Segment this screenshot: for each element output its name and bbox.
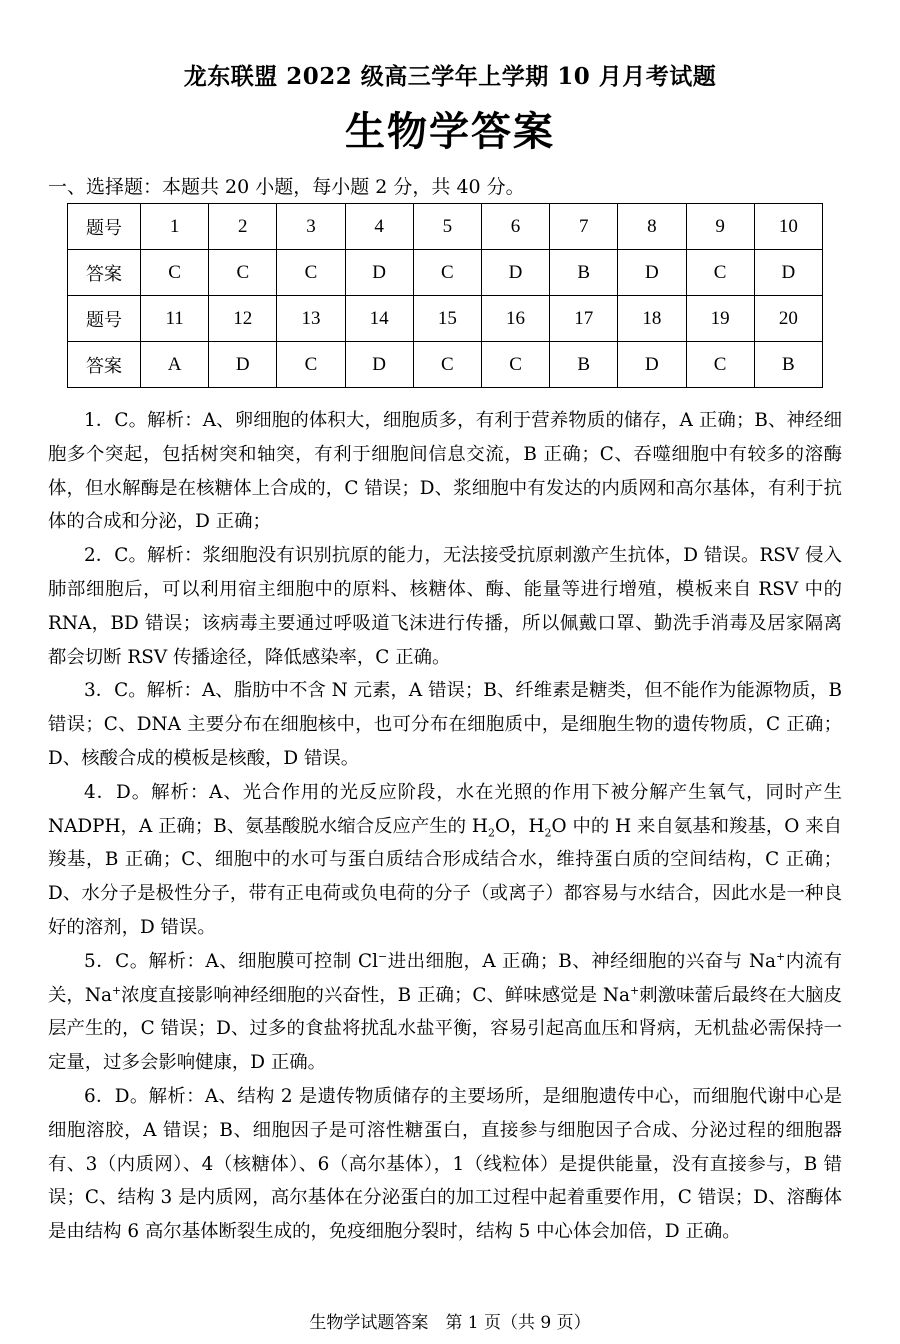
row-label: 答案	[68, 250, 141, 296]
answer-cell: D	[481, 250, 549, 296]
superscript-plus: +	[111, 983, 122, 997]
question-number: 9	[686, 204, 754, 250]
superscript-plus: +	[776, 949, 786, 963]
row-label: 题号	[68, 204, 141, 250]
answer-cell: D	[345, 342, 413, 388]
answer-cell: C	[277, 342, 345, 388]
question-number: 13	[277, 296, 345, 342]
question-number: 3	[277, 204, 345, 250]
superscript-plus: +	[630, 983, 640, 997]
question-number: 5	[413, 204, 481, 250]
q5-part-b: 进出细胞，A 正确；B、神经细胞的兴奋与 Na	[387, 950, 777, 972]
answer-cell: B	[550, 342, 618, 388]
row-label: 题号	[68, 296, 141, 342]
superscript-minus: −	[378, 949, 388, 963]
answer-cell: B	[550, 250, 618, 296]
answer-cell: C	[141, 250, 209, 296]
answer-cell: D	[618, 342, 686, 388]
question-number: 4	[345, 204, 413, 250]
q5-part-a: 5．C。解析：A、细胞膜可控制 Cl	[84, 950, 379, 972]
question-number: 7	[550, 204, 618, 250]
q5-part-c: 内流有关，Na	[48, 950, 842, 1006]
question-number: 6	[481, 204, 549, 250]
q4-part-c: O 中的 H 来自氨基和羧基，O 来自羧基，B 正确；C、细胞中的水可与蛋白质结合形成结合水，维持蛋白质的空间结构，C 正确；D、水分子是极性分子，带有正电荷或负电荷的分子（或离子）都容易与水结合，因此水是一种良好的溶剂，D 错误。	[48, 815, 843, 938]
explanation-q6: 6．D。解析：A、结构 2 是遗传物质储存的主要场所，是细胞遗传中心，而细胞代谢中心是细胞溶胶，A 错误；B、细胞因子是可溶性糖蛋白，直接参与细胞因子合成、分泌过程的细胞器有、3（内质网）、4（核糖体）、6（高尔基体），1（线粒体）是提供能量，没有直接参与，B 错误；C、结构 3 是内质网，高尔基体在分泌蛋白的加工过程中起着重要作用，C 错误；D、溶酶体是由结构 6 高尔基体断裂生成的，免疫细胞分裂时，结构 5 中心体会加倍，D 正确。	[48, 1085, 842, 1243]
question-number: 15	[413, 296, 481, 342]
question-number: 8	[618, 204, 686, 250]
q4-part-a: 4．D。解析：A、光合作用的光反应阶段，水在光照的作用下被分解产生氧气，同时产生 NADPH，A 正确；B、氨基酸脱水缩合反应产生的 H	[48, 781, 842, 837]
question-number: 14	[345, 296, 413, 342]
table-row-answers-1	[68, 250, 823, 296]
question-number: 18	[618, 296, 686, 342]
q5-part-d: 浓度直接影响神经细胞的兴奋性，B 正确；C、鲜味感觉是 Na	[121, 984, 630, 1006]
section-heading: 一、选择题：本题共 20 小题，每小题 2 分，共 40 分。	[48, 176, 525, 198]
explanation-q2: 2．C。解析：浆细胞没有识别抗原的能力，无法接受抗原刺激产生抗体，D 错误。RSV 侵入肺部细胞后，可以利用宿主细胞中的原料、核糖体、酶、能量等进行增殖，模板来自 RSV 中的 RNA，BD 错误；该病毒主要通过呼吸道飞沫进行传播，所以佩戴口罩、勤洗手消毒及居家隔离都会切断 RSV 传播途径，降低感染率，C 正确。	[48, 545, 842, 668]
explanation-q5	[48, 945, 842, 1080]
answer-cell: D	[345, 250, 413, 296]
answer-cell: D	[754, 250, 822, 296]
page-footer: 生物学试题答案 第 1 页（共 9 页）	[309, 1313, 591, 1333]
answer-cell: D	[209, 342, 277, 388]
table-row-numbers-1	[68, 204, 823, 250]
question-number: 11	[141, 296, 209, 342]
question-number: 2	[209, 204, 277, 250]
answer-cell: C	[413, 250, 481, 296]
table-row-answers-2	[68, 342, 823, 388]
subscript-2: 2	[487, 826, 495, 840]
answer-cell: B	[754, 342, 822, 388]
answer-cell: C	[481, 342, 549, 388]
answer-cell: C	[686, 250, 754, 296]
question-number: 10	[754, 204, 822, 250]
question-number: 19	[686, 296, 754, 342]
q5-part-e: 刺激味蕾后最终在大脑皮层产生的，C 错误；D、过多的食盐将扰乱水盐平衡，容易引起高血压和肾病，无机盐必需保持一定量，过多会影响健康，D 正确。	[48, 984, 842, 1074]
question-number: 1	[141, 204, 209, 250]
answer-cell: D	[618, 250, 686, 296]
question-number: 17	[550, 296, 618, 342]
page-title: 生物学答案	[345, 108, 555, 155]
question-number: 12	[209, 296, 277, 342]
q4-part-b: O，H	[494, 815, 545, 837]
answer-cell: C	[413, 342, 481, 388]
explanations	[48, 404, 842, 1249]
row-label: 答案	[68, 342, 141, 388]
question-number: 16	[481, 296, 549, 342]
explanation-q3: 3．C。解析：A、脂肪中不含 N 元素，A 错误；B、纤维素是糖类，但不能作为能源物质，B 错误；C、DNA 主要分布在细胞核中，也可分布在细胞质中，是细胞生物的遗传物质，C 正确；D、核酸合成的模板是核酸，D 错误。	[48, 680, 842, 769]
answer-cell: C	[686, 342, 754, 388]
explanation-q4	[48, 776, 842, 945]
answer-cell: C	[209, 250, 277, 296]
answer-cell: C	[277, 250, 345, 296]
subscript-2: 2	[544, 826, 552, 840]
answer-cell: A	[141, 342, 209, 388]
explanation-q1: 1．C。解析：A、卵细胞的体积大，细胞质多，有利于营养物质的储存，A 正确；B、神经细胞多个突起，包括树突和轴突，有利于细胞间信息交流，B 正确；C、吞噬细胞中有较多的溶酶体，但水解酶是在核糖体上合成的，C 错误；D、浆细胞中有发达的内质网和高尔基体，有利于抗体的合成和分泌，D 正确；	[48, 410, 842, 533]
question-number: 20	[754, 296, 822, 342]
exam-title: 龙东联盟 2022 级高三学年上学期 10 月月考试题	[183, 63, 717, 90]
table-row-numbers-2	[68, 296, 823, 342]
answer-table	[67, 203, 823, 388]
